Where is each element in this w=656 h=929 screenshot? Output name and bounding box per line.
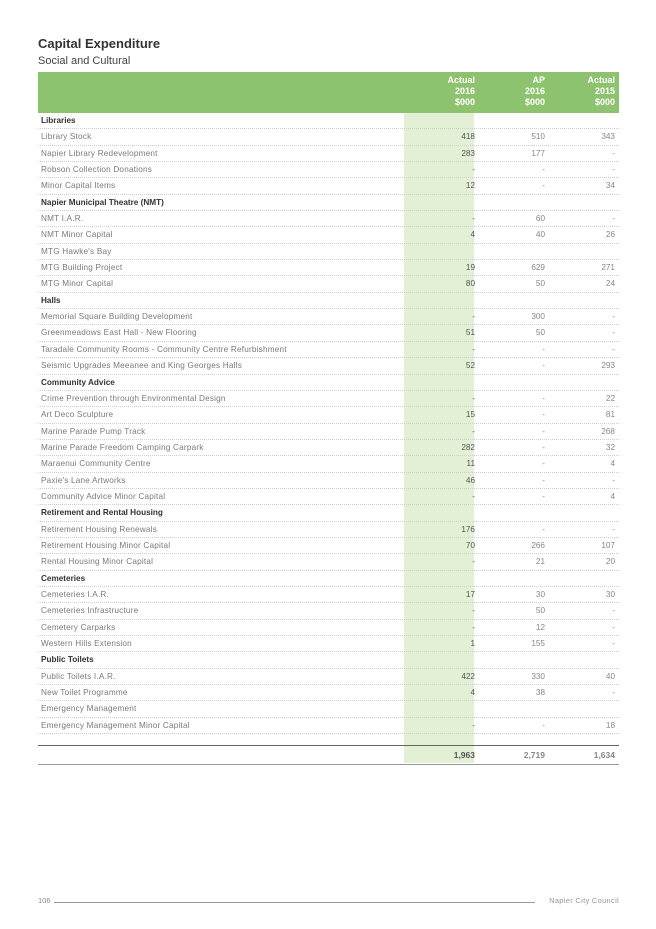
section-label: Cemeteries: [41, 573, 86, 583]
cell-ap-2016: -: [542, 410, 545, 420]
table-row: [38, 260, 619, 276]
cell-actual-2016: 15: [465, 410, 475, 420]
cell-actual-2015: 343: [601, 132, 615, 142]
table-row: [38, 440, 619, 456]
cell-ap-2016: 40: [535, 230, 545, 240]
row-label: Retirement Housing Renewals: [41, 524, 157, 534]
section-label: Retirement and Rental Housing: [41, 508, 163, 518]
cell-ap-2016: -: [542, 361, 545, 371]
cell-actual-2015: 81: [605, 410, 615, 420]
table-row: [38, 227, 619, 243]
cell-actual-2015: -: [612, 524, 615, 534]
column-header-actual-2016: Actual 2016 $000: [447, 75, 475, 107]
footer-divider: [54, 902, 535, 903]
cell-actual-2016: -: [472, 557, 475, 567]
cell-ap-2016: 50: [535, 279, 545, 289]
cell-actual-2015: 24: [605, 279, 615, 289]
section-heading: [38, 195, 619, 211]
table-row: [38, 603, 619, 619]
cell-actual-2016: 17: [465, 589, 475, 599]
cell-actual-2015: -: [612, 622, 615, 632]
cell-actual-2016: -: [472, 622, 475, 632]
cell-actual-2015: -: [612, 475, 615, 485]
cell-actual-2015: 4: [610, 459, 615, 469]
cell-ap-2016: 12: [535, 622, 545, 632]
cell-ap-2016: 38: [535, 688, 545, 698]
cell-actual-2015: 34: [605, 181, 615, 191]
cell-actual-2015: 107: [601, 540, 615, 550]
row-label: Napier Library Redevelopment: [41, 148, 158, 158]
cell-actual-2016: -: [472, 426, 475, 436]
table-row: [38, 701, 619, 717]
table-row: [38, 554, 619, 570]
row-label: Marine Parade Freedom Camping Carpark: [41, 442, 204, 452]
table-row: [38, 309, 619, 325]
cell-actual-2016: -: [472, 393, 475, 403]
table-row: [38, 669, 619, 685]
cell-actual-2016: 1: [470, 639, 475, 648]
row-label: NMT I.A.R.: [41, 214, 84, 224]
total-actual-2015: 1,634: [593, 750, 615, 761]
table-row: [38, 489, 619, 505]
table-row: [38, 276, 619, 292]
table-header: [38, 72, 619, 113]
cell-actual-2015: 20: [605, 557, 615, 567]
column-header-ap-2016: AP 2016 $000: [524, 75, 545, 107]
total-row: [38, 745, 619, 765]
row-label: Memorial Square Building Development: [41, 312, 193, 322]
cell-actual-2016: 70: [465, 540, 475, 550]
column-header-actual-2015: Actual 2015 $000: [587, 75, 615, 107]
cell-ap-2016: 30: [535, 589, 545, 599]
cell-actual-2015: -: [612, 148, 615, 158]
cell-actual-2015: -: [612, 344, 615, 354]
cell-actual-2016: 4: [470, 688, 475, 698]
table-row: [38, 391, 619, 407]
cell-ap-2016: 155: [531, 639, 545, 648]
section-label: Libraries: [41, 116, 76, 125]
table-row: [38, 211, 619, 227]
cell-actual-2016: -: [472, 344, 475, 354]
section-label: Public Toilets: [41, 655, 94, 665]
row-label: Library Stock: [41, 132, 92, 142]
cell-actual-2015: 4: [610, 491, 615, 501]
cell-actual-2016: 283: [461, 148, 475, 158]
section-label: Community Advice: [41, 377, 115, 387]
cell-ap-2016: 330: [531, 671, 545, 681]
cell-ap-2016: -: [542, 491, 545, 501]
cell-ap-2016: -: [542, 181, 545, 191]
cell-actual-2016: 51: [465, 328, 475, 338]
table-row: [38, 325, 619, 341]
capex-table: [38, 72, 619, 765]
section-heading: [38, 293, 619, 309]
cell-actual-2016: 46: [465, 475, 475, 485]
cell-actual-2015: -: [612, 606, 615, 616]
row-label: New Toilet Programme: [41, 688, 128, 698]
cell-actual-2015: 18: [605, 720, 615, 730]
cell-actual-2015: 22: [605, 393, 615, 403]
cell-actual-2016: 418: [461, 132, 475, 142]
row-label: Cemetery Carparks: [41, 622, 116, 632]
cell-ap-2016: 629: [531, 263, 545, 273]
row-label: Emergency Management Minor Capital: [41, 720, 190, 730]
table-row: [38, 473, 619, 489]
row-label: Retirement Housing Minor Capital: [41, 540, 171, 550]
cell-actual-2016: 176: [461, 524, 475, 534]
row-label: Marine Parade Pump Track: [41, 426, 146, 436]
section-heading: [38, 113, 619, 129]
row-label: Public Toilets I.A.R.: [41, 671, 116, 681]
cell-actual-2015: -: [612, 165, 615, 175]
cell-ap-2016: -: [542, 720, 545, 730]
table-row: [38, 146, 619, 162]
cell-ap-2016: 177: [531, 148, 545, 158]
total-actual-2016: 1,963: [453, 750, 475, 761]
row-label: Art Deco Sculpture: [41, 410, 114, 420]
cell-actual-2015: -: [612, 328, 615, 338]
cell-actual-2015: -: [612, 312, 615, 322]
cell-ap-2016: -: [542, 426, 545, 436]
row-label: Maraenui Community Centre: [41, 459, 151, 469]
section-heading: [38, 571, 619, 587]
cell-actual-2015: 32: [605, 442, 615, 452]
cell-actual-2016: 80: [465, 279, 475, 289]
cell-ap-2016: 50: [535, 328, 545, 338]
table-body: [38, 113, 619, 734]
cell-actual-2015: -: [612, 688, 615, 698]
row-label: Western Hills Extension: [41, 639, 132, 648]
cell-ap-2016: -: [542, 442, 545, 452]
section-heading: [38, 505, 619, 521]
cell-ap-2016: -: [542, 524, 545, 534]
row-label: MTG Minor Capital: [41, 279, 114, 289]
cell-actual-2016: -: [472, 491, 475, 501]
cell-ap-2016: 60: [535, 214, 545, 224]
cell-actual-2016: 422: [461, 671, 475, 681]
organisation-name: Napier City Council: [549, 896, 619, 905]
page-number: 106: [38, 896, 51, 905]
cell-actual-2016: 4: [470, 230, 475, 240]
table-row: [38, 162, 619, 178]
section-heading: [38, 652, 619, 668]
row-label: Crime Prevention through Environmental Design: [41, 393, 226, 403]
table-row: [38, 424, 619, 440]
row-label: NMT Minor Capital: [41, 230, 113, 240]
row-label: Minor Capital Items: [41, 181, 116, 191]
row-label: MTG Building Project: [41, 263, 123, 273]
row-label: Seismic Upgrades Meeanee and King Georges Halls: [41, 361, 242, 371]
section-label: Napier Municipal Theatre (NMT): [41, 197, 164, 207]
row-label: Cemeteries Infrastructure: [41, 606, 139, 616]
table-row: [38, 407, 619, 423]
row-label: Greenmeadows East Hall - New Flooring: [41, 328, 197, 338]
table-row: [38, 342, 619, 358]
row-label: Cemeteries I.A.R.: [41, 589, 110, 599]
table-row: [38, 244, 619, 260]
row-label: Taradale Community Rooms - Community Centre Refurbishment: [41, 344, 287, 354]
cell-ap-2016: 266: [531, 540, 545, 550]
cell-actual-2016: 282: [461, 442, 475, 452]
cell-actual-2016: -: [472, 214, 475, 224]
cell-actual-2015: -: [612, 639, 615, 648]
table-row: [38, 456, 619, 472]
row-label: Paxie's Lane Artworks: [41, 475, 126, 485]
cell-actual-2016: -: [472, 606, 475, 616]
cell-ap-2016: 300: [531, 312, 545, 322]
cell-actual-2016: 12: [465, 181, 475, 191]
row-label: Emergency Management: [41, 704, 137, 714]
cell-ap-2016: 21: [535, 557, 545, 567]
cell-actual-2015: 26: [605, 230, 615, 240]
cell-ap-2016: -: [542, 165, 545, 175]
row-label: Robson Collection Donations: [41, 165, 152, 175]
cell-ap-2016: 510: [531, 132, 545, 142]
total-ap-2016: 2,719: [523, 750, 545, 761]
cell-actual-2016: 11: [466, 459, 475, 469]
table-row: [38, 178, 619, 194]
cell-ap-2016: -: [542, 475, 545, 485]
table-row: [38, 538, 619, 554]
page-title: Capital Expenditure: [38, 36, 161, 51]
cell-ap-2016: -: [542, 344, 545, 354]
cell-actual-2016: 19: [465, 263, 475, 273]
cell-actual-2015: 271: [601, 263, 615, 273]
page-subtitle: Social and Cultural: [38, 55, 131, 67]
cell-actual-2015: 40: [605, 671, 615, 681]
cell-actual-2016: -: [472, 165, 475, 175]
table-row: [38, 522, 619, 538]
cell-actual-2016: -: [472, 720, 475, 730]
row-label: Rental Housing Minor Capital: [41, 557, 154, 567]
page-footer: [38, 896, 619, 908]
table-row: [38, 358, 619, 374]
table-row: [38, 129, 619, 145]
row-label: Community Advice Minor Capital: [41, 491, 166, 501]
cell-actual-2016: -: [472, 312, 475, 322]
cell-ap-2016: -: [542, 393, 545, 403]
cell-actual-2016: 52: [465, 361, 475, 371]
cell-actual-2015: 268: [601, 426, 615, 436]
cell-actual-2015: -: [612, 214, 615, 224]
cell-ap-2016: 50: [535, 606, 545, 616]
section-label: Halls: [41, 295, 61, 305]
table-row: [38, 620, 619, 636]
table-row: [38, 718, 619, 734]
row-label: MTG Hawke's Bay: [41, 246, 112, 256]
table-row: [38, 587, 619, 603]
section-heading: [38, 375, 619, 391]
cell-actual-2015: 293: [601, 361, 615, 371]
table-row: [38, 636, 619, 652]
cell-actual-2015: 30: [605, 589, 615, 599]
table-row: [38, 685, 619, 701]
cell-ap-2016: -: [542, 459, 545, 469]
